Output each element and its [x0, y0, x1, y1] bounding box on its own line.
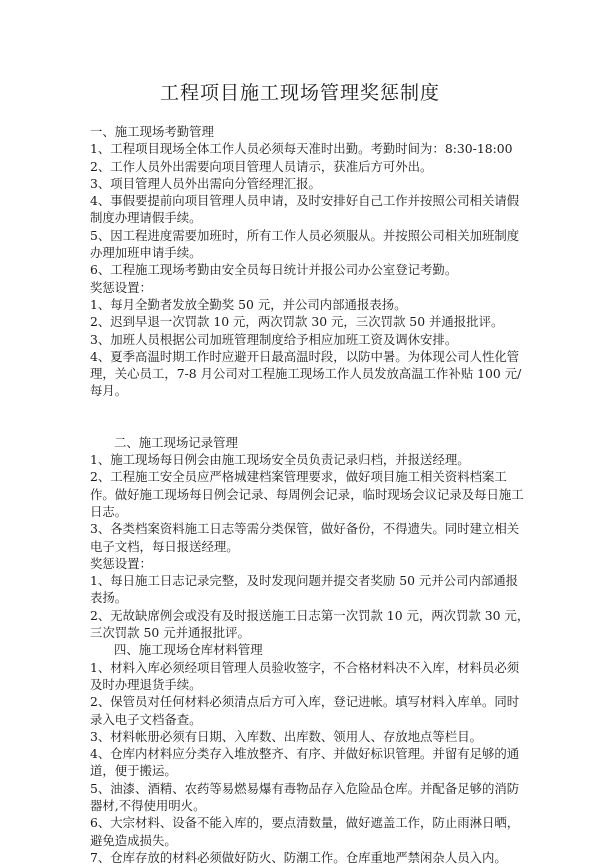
document-body — [90, 123, 530, 866]
attendance-reward-item: 1、每月全勤者发放全勤奖 50 元，并公司内部通报表扬。 — [90, 296, 407, 312]
attendance-item: 6、工程施工现场考勤由安全员每日统计并报公司办公室登记考勤。 — [90, 262, 458, 278]
document-title: 工程项目施工现场管理奖惩制度 — [159, 82, 440, 104]
records-reward-item: 1、每日施工日志记录完整，及时发现问题并提交者奖励 50 元并公司内部通报表扬。 — [90, 573, 519, 606]
attendance-item: 5、因工程进度需要加班时，所有工作人员必须服从。并按照公司相关加班制度办理加班申请手续。 — [90, 227, 520, 261]
records-reward-item: 2、无故缺席例会或没有及时报送施工日志第一次罚款 10 元，两次罚款 30 元，三次罚款 50 元并通报批评。 — [90, 607, 530, 641]
warehouse-item: 6、大宗材料、设备不能入库的，要点清数量，做好遮盖工作，防止雨淋日晒，避免造成损失。 — [90, 815, 520, 848]
attendance-reward-item: 4、夏季高温时期工作时应避开日最高温时段，以防中暑。为体现公司人性化管理，关心员工，7-8 月公司对工程施工现场工作人员发放高温工作补贴 100 元/每月。 — [90, 348, 522, 399]
warehouse-item: 3、材料帐册必须有日期、入库数、出库数、领用人、存放地点等栏目。 — [90, 728, 482, 744]
warehouse-item: 2、保管员对任何材料必须清点后方可入库，登记进帐。填写材料入库单。同时录入电子文档备查。 — [90, 694, 520, 727]
warehouse-item: 4、仓库内材料应分类存入堆放整齐、有序、并做好标识管理。并留有足够的通道，便于搬运。 — [90, 746, 520, 779]
attendance-item: 1、工程项目现场全体工作人员必须每天准时出勤。考勤时间为：8:30-18:00 — [90, 141, 513, 157]
section-heading-warehouse: 四、施工现场仓库材料管理 — [114, 642, 263, 658]
records-item: 3、各类档案资料施工日志等需分类保管，做好备份，不得遗失。同时建立相关电子文档，每日报送经理。 — [90, 521, 520, 554]
reward-heading: 奖惩设置： — [90, 555, 152, 571]
reward-heading: 奖惩设置： — [90, 279, 152, 295]
attendance-item: 4、事假要提前向项目管理人员申请，及时安排好自己工作并按照公司相关请假制度办理请假手续。 — [90, 193, 520, 226]
warehouse-item: 1、材料入库必须经项目管理人员验收签字，不合格材料决不入库，材料员必须及时办理退货手续。 — [90, 659, 520, 692]
warehouse-item: 7、仓库存放的材料必须做好防火、防潮工作。仓库重地严禁闲杂人员入内。 — [90, 849, 507, 865]
records-item: 2、工程施工安全员应严格城建档案管理要求，做好项目施工相关资料档案工作。做好施工现场每日例会记录、每周例会记录，临时现场会议记录及每日施工日志。 — [90, 469, 524, 519]
attendance-reward-item: 3、加班人员根据公司加班管理制度给予相应加班工资及调休安排。 — [90, 331, 458, 347]
records-item: 1、施工现场每日例会由施工现场安全员负责记录归档，并报送经理。 — [90, 452, 470, 468]
warehouse-item: 5、油漆、酒精、农药等易燃易爆有毒物品存入危险品仓库。并配备足够的消防器材,不得使用明火。 — [90, 780, 520, 813]
attendance-item: 3、项目管理人员外出需向分管经理汇报。 — [90, 175, 321, 191]
section-spacer — [90, 400, 530, 434]
attendance-item: 2、工作人员外出需要向项目管理人员请示，获准后方可外出。 — [90, 158, 433, 174]
section-heading-records: 二、施工现场记录管理 — [114, 434, 238, 450]
attendance-reward-item: 2、迟到早退一次罚款 10 元，两次罚款 30 元，三次罚款 50 并通报批评。 — [90, 314, 504, 330]
section-heading-attendance: 一、施工现场考勤管理 — [90, 124, 214, 139]
